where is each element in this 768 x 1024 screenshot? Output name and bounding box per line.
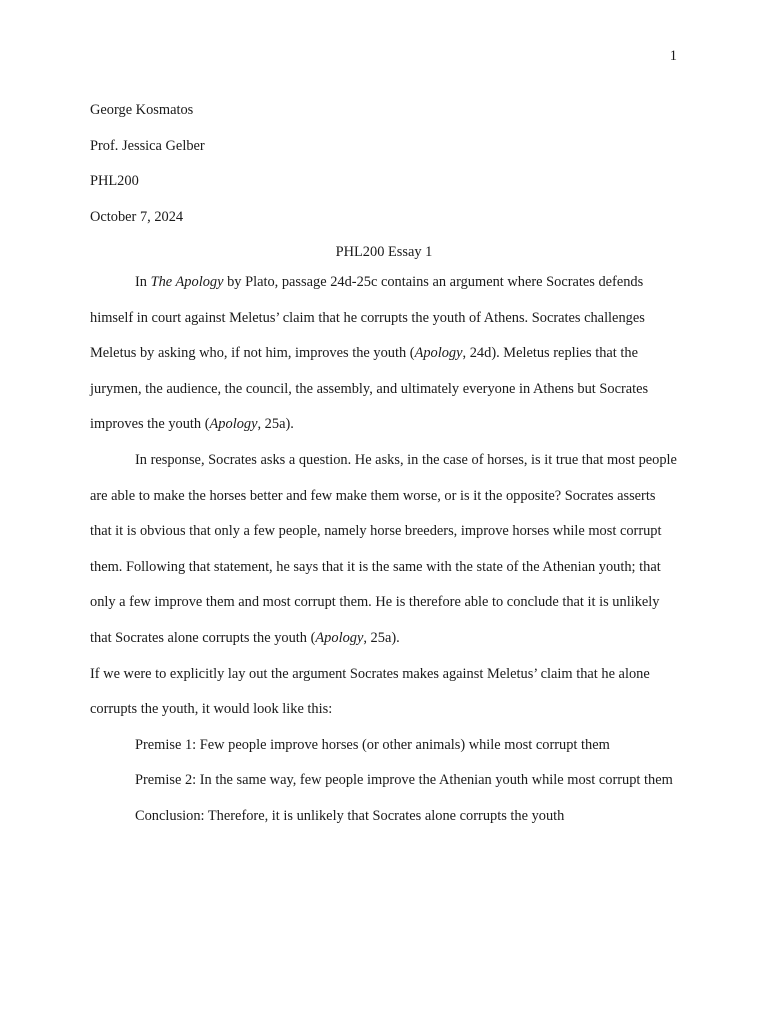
essay-heading [90,93,678,271]
course-code: PHL200 [90,173,139,190]
essay-date: October 7, 2024 [90,208,184,225]
conclusion: Conclusion: Therefore, it is unlikely that Socrates alone corrupts the youth [135,807,565,824]
paragraph-3: If we were to explicitly lay out the argument Socrates makes against Meletus’ claim that he alone corrupts the youth, it would look like this: [90,665,650,718]
paragraph-1 [90,265,680,443]
paragraph-1-text-b: by Plato, passage 24d-25c contains an argument where Socrates defends himself in court against Meletus’ claim that he corrupts the youth of Athens. Socrates challenges Meletus by asking who, if not him, improves the youth ( [90,274,645,362]
premise-2: Premise 2: In the same way, few people improve the Athenian youth while most corrupt them [135,772,673,789]
citation-work: Apology [414,345,463,362]
professor-name: Prof. Jessica Gelber [90,137,205,154]
paragraph-1-text-c: , 24d). Meletus replies that the jurymen, the audience, the council, the assembly, and ultimately everyone in Athens but Socrates improves the youth ( [90,345,649,433]
paragraph-2-text-b: , 25a). [363,629,400,646]
essay-title: PHL200 Essay 1 [335,244,433,261]
paragraph-2 [90,443,680,657]
book-title: The Apology [150,274,224,290]
paragraph-1-text-a: In [135,274,151,290]
essay-body [90,265,680,835]
author-name: George Kosmatos [90,102,194,118]
paragraph-2-text-a: In response, Socrates asks a question. He asks, in the case of horses, is it true that most people are able to make the horses better and few make them worse, or is it the opposite? Socrates asserts that it is obvious that only a few people, namely horse breeders, improve horses while most corrupt them. Following that statement, he says that it is the same with the state of the Athenian youth; that only a few improve them and most corrupt them. He is therefore able to conclude that it is unlikely that Socrates alone corrupts the youth ( [90,451,677,646]
paragraph-1-text-d: , 25a). [257,416,294,433]
page-number: 1 [669,48,677,64]
premise-1: Premise 1: Few people improve horses (or other animals) while most corrupt them [135,736,610,753]
citation-work: Apology [209,416,258,433]
citation-work: Apology [315,629,364,646]
